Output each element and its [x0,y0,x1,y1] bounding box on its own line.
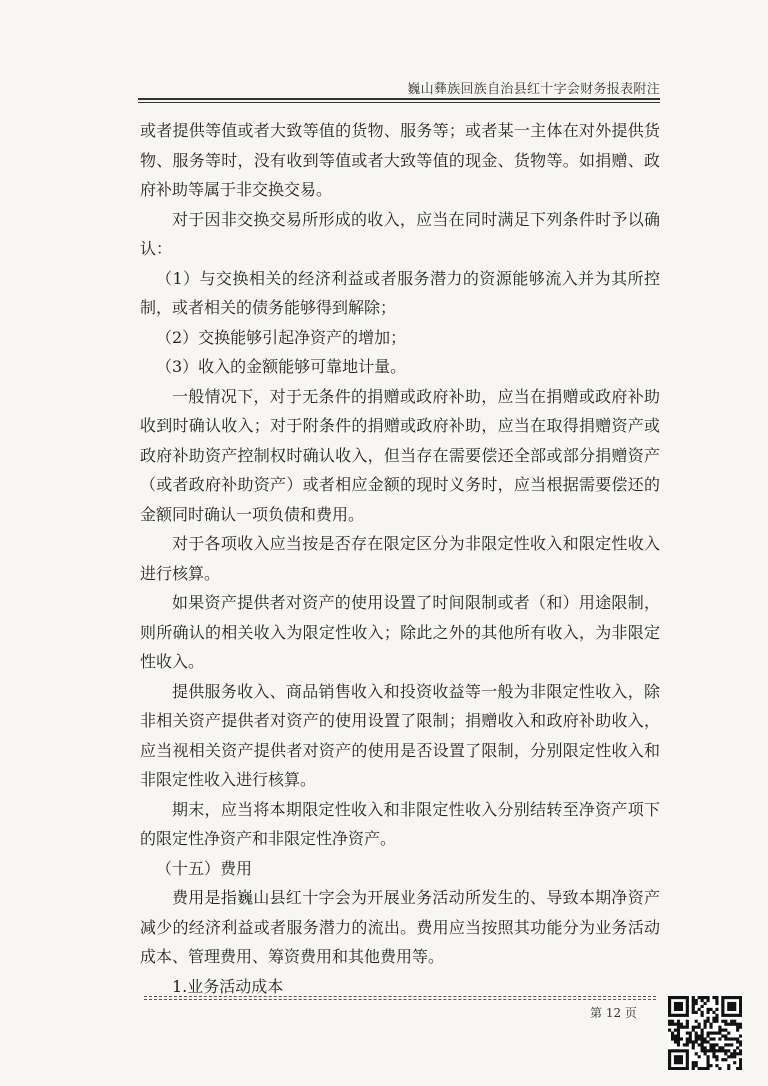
section-heading: （十五）费用 [156,858,253,878]
subsection-heading: 1.业务活动成本 [172,976,284,996]
report-header: 巍山彝族回族自治县红十字会财务报表附注 [407,82,660,97]
paragraph: 或者提供等值或者大致等值的货物、服务等；或者某一主体在对外提供货物、服务等时，没有收到等值或者大致等值的现金、货物等。如捐赠、政府补助等属于非交换交易。 [140,121,660,199]
list-item: （3）收入的金额能够可靠地计量。 [156,357,407,376]
paragraph: 对于因非交换交易所形成的收入，应当在同时满足下列条件时予以确认： [140,209,660,258]
paragraph: 期末，应当将本期限定性收入和非限定性收入分别结转至净资产项下的限定性净资产和非限定性净资产。 [140,799,660,848]
paragraph: 提供服务收入、商品销售收入和投资收益等一般为非限定性收入，除非相关资产提供者对资产的使用设置了限制；捐赠收入和政府补助收入，应当视相关资产提供者对资产的使用是否设置了限制，分别限定性收入和非限定性收入进行核算。 [140,681,660,789]
list-item: （2）交换能够引起净资产的增加； [156,327,407,347]
footer-rule [144,996,656,997]
paragraph: 对于各项收入应当按是否存在限定区分为非限定性收入和限定性收入进行核算。 [140,534,660,583]
header-rule-thin [138,102,660,103]
footer-rule [144,999,656,1000]
paragraph: 费用是指巍山县红十字会为开展业务活动所发生的、导致本期净资产减少的经济利益或者服务潜力的流出。费用应当按照其功能分为业务活动成本、管理费用、筹资费用和其他费用等。 [140,888,660,966]
qr-code-icon [668,996,742,1070]
header-rule-thick [138,98,660,100]
page-number: 第 12 页 [590,1006,637,1020]
paragraph: 一般情况下，对于无条件的捐赠或政府补助，应当在捐赠或政府补助收到时确认收入；对于附条件的捐赠或政府补助，应当在取得捐赠资产或政府补助资产控制权时确认收入，但当存在需要偿还全部或部分捐赠资产（或者政府补助资产）或者相应金额的现时义务时，应当根据需要偿还的金额同时确认一项负债和费用。 [140,386,660,524]
qr-code-graphic [668,996,742,1070]
paragraph: 如果资产提供者对资产的使用设置了时间限制或者（和）用途限制，则所确认的相关收入为限定性收入；除此之外的其他所有收入，为非限定性收入。 [140,593,660,671]
document-body [140,116,660,1001]
list-item: （1）与交换相关的经济利益或者服务潜力的资源能够流入并为其所控制，或者相关的债务能够得到解除； [140,268,660,317]
